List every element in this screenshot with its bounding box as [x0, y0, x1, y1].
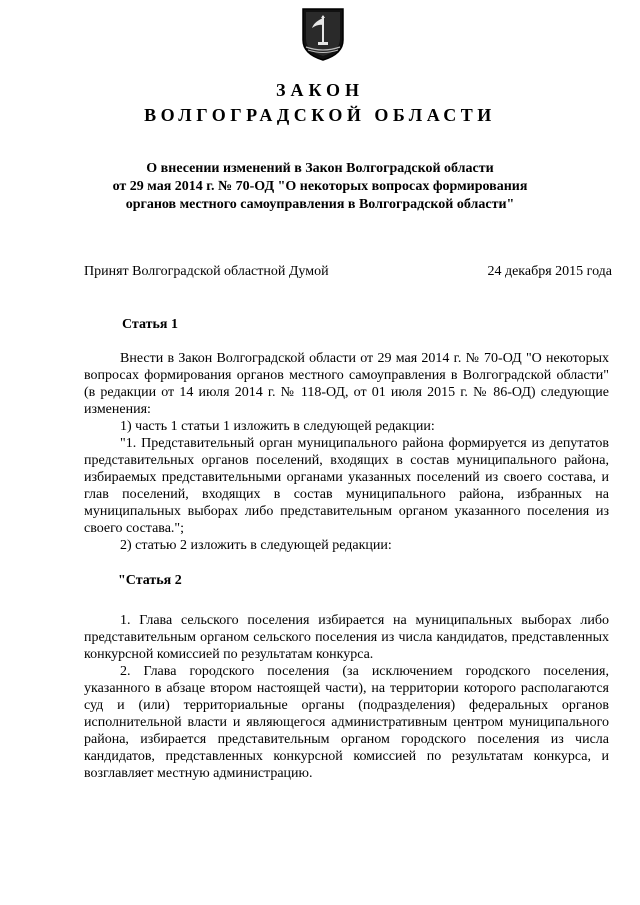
article-2-body [84, 612, 609, 782]
adopted-by: Принят Волгоградской областной Думой [84, 264, 329, 279]
paragraph: 1. Глава сельского поселения избирается на муниципальных выборах либо представительным органом сельского поселения из числа кандидатов, представленных конкурсной комиссией по результатам конкурса. [84, 613, 609, 662]
paragraph: "1. Представительный орган муниципального района формируется из депутатов представительных органов поселений, входящих в состав муниципального района, избираемых представительными органами указанных поселений из своего состава, и глав поселений, входящих в состав муниципального района, избранных на муниципальных выборах либо представительным органом указанного поселения из своего состава."; [84, 436, 609, 536]
paragraph: Внести в Закон Волгоградской области от 29 мая 2014 г. № 70-ОД "О некоторых вопросах формирования органов местного самоуправления в Волгоградской области" (в редакции от 14 июля 2014 г. № 118-ОД, от 01 июля 2015 г. № 86-ОД) следующие изменения: [84, 351, 609, 417]
law-title: ЗАКОН [275, 80, 365, 100]
law-region: ВОЛГОГРАДСКОЙ ОБЛАСТИ [144, 105, 496, 125]
article-1-body [84, 350, 609, 554]
subject-line: органов местного самоуправления в Волгоградской области" [125, 197, 515, 212]
paragraph: 1) часть 1 статьи 1 изложить в следующей редакции: [120, 419, 435, 434]
adopted-date: 24 декабря 2015 года [487, 264, 612, 279]
volgograd-coat-of-arms-icon [300, 6, 346, 62]
subject-line: О внесении изменений в Закон Волгоградской области [146, 161, 494, 176]
article-1-heading: Статья 1 [122, 317, 178, 332]
paragraph: 2. Глава городского поселения (за исключением городского поселения, указанного в абзаце втором настоящей части), на территории которого располагаются суд и (или) территориальные органы (подразделения) федеральных органов исполнительной власти и являющегося административным центром муниципального района, избирается представительным органом городского поселения из числа кандидатов, представленных конкурсной комиссией по результатам конкурса, и возглавляет местную администрацию. [84, 664, 609, 781]
law-subject [80, 160, 560, 214]
paragraph: 2) статью 2 изложить в следующей редакции: [120, 538, 392, 553]
article-2-heading: "Статья 2 [118, 573, 182, 588]
subject-line: от 29 мая 2014 г. № 70-ОД "О некоторых вопросах формирования [112, 179, 528, 194]
